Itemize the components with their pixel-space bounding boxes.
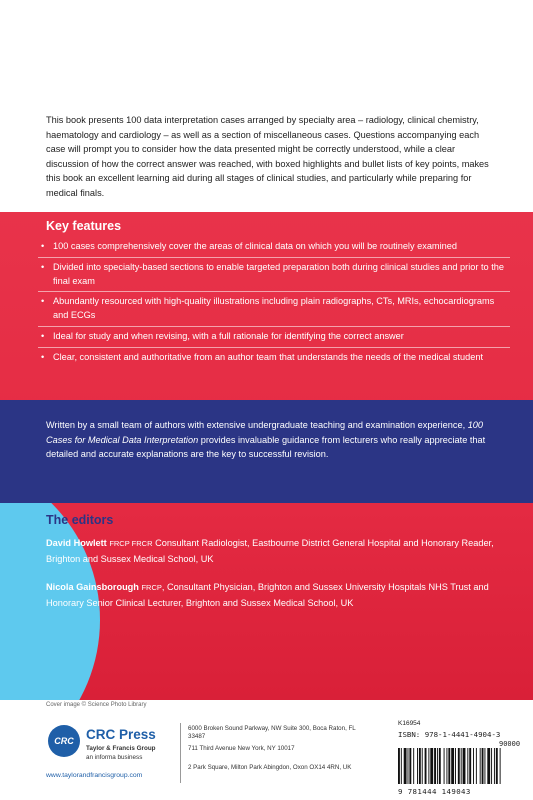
- barcode-bar: [413, 748, 414, 784]
- barcode-bar: [500, 748, 501, 784]
- isbn-text: ISBN: 978-1-4441-4904-3: [398, 730, 501, 739]
- barcode-bar: [476, 748, 477, 784]
- book-title: 100 Cases for Medical Data Interpretation: [46, 420, 484, 445]
- bullet-icon: •: [41, 351, 45, 362]
- barcode-bar: [491, 748, 492, 784]
- feature-text: 100 cases comprehensively cover the areas of clinical data on which you will be routinely examined: [53, 241, 457, 251]
- editors-title: The editors: [46, 513, 114, 527]
- feature-text: Clear, consistent and authoritative from an author team that understands the needs of the medical student: [53, 351, 484, 362]
- editor-credentials: FRCP: [141, 583, 162, 592]
- barcode-bar: [430, 748, 433, 784]
- editor-name: Nicola Gainsborough: [46, 582, 139, 592]
- barcode-bar: [419, 748, 421, 784]
- barcode-bar: [428, 748, 429, 784]
- editor-entry: Nicola Gainsborough FRCP, Consultant Physician, Brighton and Sussex University Hospitals NHS Trust and Honorary Senior Clinical Lecturer, Brighton and Sussex Medical School, UK: [46, 582, 489, 608]
- editor-credentials: FRCP FRCR: [109, 539, 153, 548]
- feature-text: Divided into specialty-based sections to enable targeted preparation both during clinical studies and prior to the final exam: [53, 261, 504, 286]
- list-item: [38, 348, 510, 368]
- intro-text: This book presents 100 data interpretation cases arranged by specialty area – radiology, clinical chemistry, haematology and cardiology – as well as a section of miscellaneous cases. Questions accompanying each case will prompt you to consider how the data presented might be correctly understood, while a clear discussion of how the correct answer was reached, with boxed highlights and bullet lists of key points, makes this book an excellent learning aid during all stages of clinical studies, and particularly while preparing for medical finals.: [46, 115, 489, 198]
- feature-text: Ideal for study and when revising, with a full rationale for identifying the correct answer: [53, 330, 404, 341]
- barcode-bar: [496, 748, 498, 784]
- bullet-icon: •: [41, 261, 45, 272]
- barcode-bar: [461, 748, 462, 784]
- barcode-bar: [434, 748, 436, 784]
- barcode-bar: [469, 748, 471, 784]
- product-code: K16954: [398, 720, 421, 727]
- publisher-group: Taylor & Francis Group: [86, 745, 156, 752]
- barcode-bar: [398, 748, 400, 784]
- barcode-bar: [494, 748, 495, 784]
- barcode-bar: [408, 748, 409, 784]
- barcode-bar: [482, 748, 484, 784]
- blurb-before: Written by a small team of authors with extensive undergraduate teaching and examination experience,: [46, 420, 468, 430]
- barcode-icon: [398, 748, 533, 784]
- barcode-bar: [480, 748, 481, 784]
- barcode-bar: [448, 748, 450, 784]
- bullet-icon: •: [41, 330, 45, 341]
- blurb-after: provides invaluable guidance from lecturers who really appreciate that detailed and accurate explanations are the key to successful revision.: [46, 434, 486, 460]
- barcode-bar: [404, 748, 407, 784]
- list-item: [38, 258, 510, 293]
- barcode-bar: [401, 748, 402, 784]
- feature-text: Abundantly resourced with high-quality illustrations including plain radiographs, CTs, MRIs, echocardiograms and ECGs: [53, 296, 495, 321]
- key-features-list: [38, 237, 510, 368]
- address-new-york: 711 Third Avenue New York, NY 10017: [188, 745, 295, 752]
- barcode-bar: [439, 748, 441, 784]
- editor-description: Consultant Radiologist, Eastbourne District General Hospital and Honorary Reader, Brighton and Sussex Medical School, UK: [46, 538, 494, 564]
- barcode-bar: [455, 748, 456, 784]
- address-uk: 2 Park Square, Milton Park Abingdon, Oxon OX14 4RN, UK: [188, 764, 352, 771]
- crc-logo-text: CRC: [54, 736, 74, 746]
- address-florida: 6000 Broken Sound Parkway, NW Suite 300, Boca Raton, FL 33487: [188, 725, 356, 740]
- barcode-bar: [487, 748, 490, 784]
- footer-divider: [180, 723, 181, 783]
- barcode-bar: [446, 748, 447, 784]
- editor-description: Consultant Physician, Brighton and Sussex University Hospitals NHS Trust and Honorary Senior Clinical Lecturer, Brighton and Sussex Medical School, UK: [46, 582, 489, 608]
- bullet-icon: •: [41, 296, 45, 307]
- barcode-bar: [467, 748, 468, 784]
- editor-name: David Howlett: [46, 538, 107, 548]
- barcode-bar: [425, 748, 427, 784]
- blurb-text: [46, 418, 501, 462]
- barcode-bar: [458, 748, 460, 784]
- barcode-bar: [437, 748, 438, 784]
- editor-entry: [46, 536, 501, 566]
- barcode-bar: [473, 748, 474, 784]
- barcode-bar: [463, 748, 466, 784]
- list-item: [38, 327, 510, 348]
- list-item: [38, 292, 510, 327]
- barcode-bar: [409, 748, 411, 784]
- publisher-name: CRC Press: [86, 727, 156, 742]
- barcode-bar: [451, 748, 454, 784]
- key-features-title: Key features: [46, 219, 122, 233]
- publisher-business: an informa business: [86, 754, 143, 761]
- bullet-icon: •: [41, 241, 45, 251]
- barcode-bar: [444, 748, 445, 784]
- barcode-bar: [422, 748, 423, 784]
- publisher-url[interactable]: www.taylorandfrancisgroup.com: [46, 772, 143, 779]
- barcode-bar: [484, 748, 485, 784]
- cover-credit: Cover image © Science Photo Library: [46, 702, 147, 708]
- intro-section: [0, 0, 533, 212]
- list-item: [38, 237, 510, 258]
- barcode-bar: [417, 748, 418, 784]
- price-code: 90000: [499, 740, 521, 748]
- barcode-digits: 9 781444 149043: [398, 787, 471, 796]
